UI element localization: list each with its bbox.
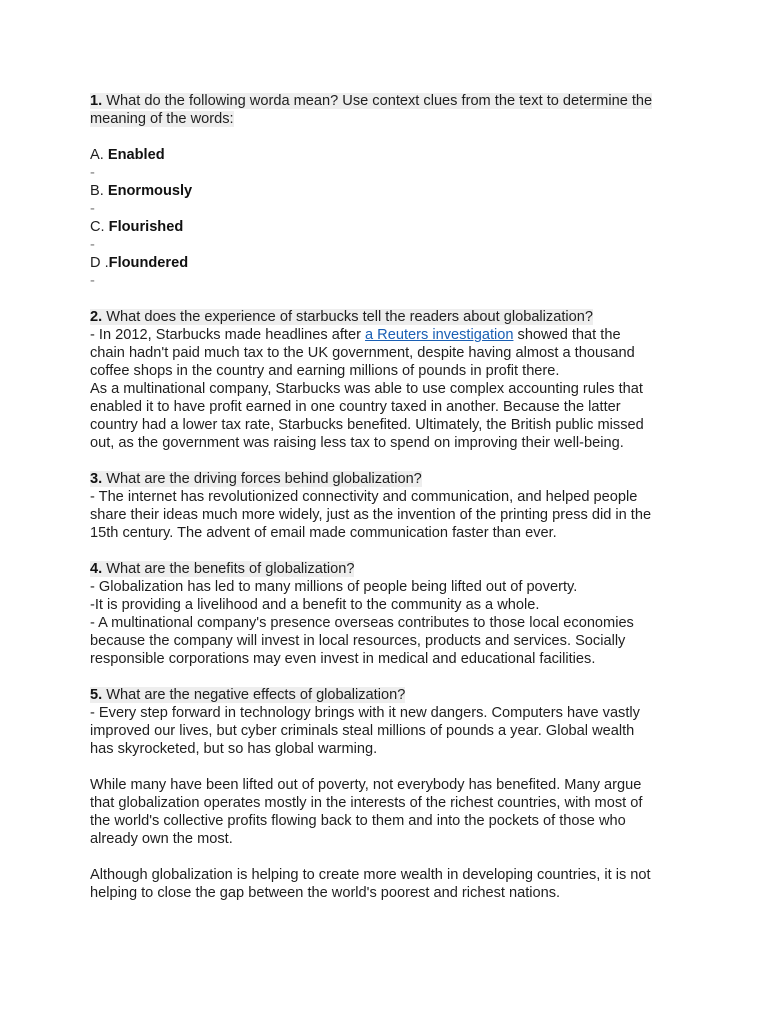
question-2 — [90, 308, 690, 326]
answer-line: While many have been lifted out of poverty, not everybody has benefited. Many argue — [90, 777, 642, 793]
question-number: 2. — [90, 309, 103, 325]
vocab-answer-dash: - — [90, 273, 95, 289]
question-number: 4. — [90, 561, 103, 577]
vocab-word: Flourished — [108, 219, 184, 235]
answer-line: helping to close the gap between the world's poorest and richest nations. — [90, 885, 561, 901]
answer-line: - Every step forward in technology brings with it new dangers. Computers have vastly — [90, 705, 640, 721]
answer-line: has skyrocketed, but so has global warming. — [90, 741, 378, 757]
question-text: What does the experience of starbucks tell the readers about globalization? — [102, 309, 593, 325]
answer-line: - A multinational company's presence overseas contributes to those local economies — [90, 615, 634, 631]
vocab-answer-dash: - — [90, 201, 95, 217]
question-number: 5. — [90, 687, 103, 703]
vocab-word: Floundered — [108, 255, 189, 271]
answer-line: coffee shops in the country and earning millions of pounds in profit there. — [90, 363, 560, 379]
reuters-investigation-link[interactable]: a Reuters investigation — [365, 327, 514, 343]
question-text: What are the benefits of globalization? — [102, 561, 355, 577]
answer-line: As a multinational company, Starbucks was able to use complex accounting rules that — [90, 381, 643, 397]
answer-line: chain hadn't paid much tax to the UK government, despite having almost a thousand — [90, 345, 635, 361]
vocab-word: Enormously — [107, 183, 193, 199]
answer-line: because the company will invest in local resources, products and services. Socially — [90, 633, 626, 649]
answer-line: responsible corporations may even invest in medical and educational facilities. — [90, 651, 596, 667]
vocab-answer-dash: - — [90, 237, 95, 253]
answer-line: share their ideas much more widely, just as the invention of the printing press did in the — [90, 507, 652, 523]
question-1-continued: meaning of the words: — [90, 111, 234, 127]
vocab-item-d: D .Floundered — [90, 255, 189, 271]
question-number: 1. — [90, 93, 103, 109]
vocab-answer-dash: - — [90, 165, 95, 181]
question-text: What do the following worda mean? Use context clues from the text to determine the — [102, 93, 653, 109]
question-number: 3. — [90, 471, 103, 487]
answer-line: that globalization operates mostly in the interests of the richest countries, with most of — [90, 795, 643, 811]
question-text: What are the driving forces behind globalization? — [102, 471, 422, 487]
answer-line: Although globalization is helping to create more wealth in developing countries, it is not — [90, 867, 651, 883]
answer-2-first-line: - In 2012, Starbucks made headlines after a Reuters investigation showed that the — [90, 327, 621, 343]
document-body — [90, 92, 690, 902]
answer-line: country had a lower tax rate, Starbucks benefited. Ultimately, the British public missed — [90, 417, 644, 433]
vocab-word: Enabled — [107, 147, 165, 163]
vocab-item-a: A. Enabled — [90, 147, 165, 163]
answer-line: - The internet has revolutionized connectivity and communication, and helped people — [90, 489, 638, 505]
answer-line: out, as the government was raising less tax to spend on improving their well-being. — [90, 435, 624, 451]
answer-line: enabled it to have profit earned in one country taxed in another. Because the latter — [90, 399, 621, 415]
answer-line: -It is providing a livelihood and a benefit to the community as a whole. — [90, 597, 540, 613]
vocab-item-b: B. Enormously — [90, 183, 193, 199]
answer-line: the world's collective profits flowing back to them and into the pockets of those who — [90, 813, 626, 829]
vocab-item-c: C. Flourished — [90, 219, 184, 235]
answer-line: - Globalization has led to many millions of people being lifted out of poverty. — [90, 579, 578, 595]
question-text: What are the negative effects of globalization? — [102, 687, 406, 703]
question-4 — [90, 560, 690, 578]
answer-line: improved our lives, but cyber criminals steal millions of pounds a year. Global wealth — [90, 723, 635, 739]
question-3 — [90, 470, 690, 488]
question-5 — [90, 686, 690, 704]
answer-line: 15th century. The advent of email made communication faster than ever. — [90, 525, 557, 541]
question-1 — [90, 92, 690, 110]
answer-line: already own the most. — [90, 831, 233, 847]
